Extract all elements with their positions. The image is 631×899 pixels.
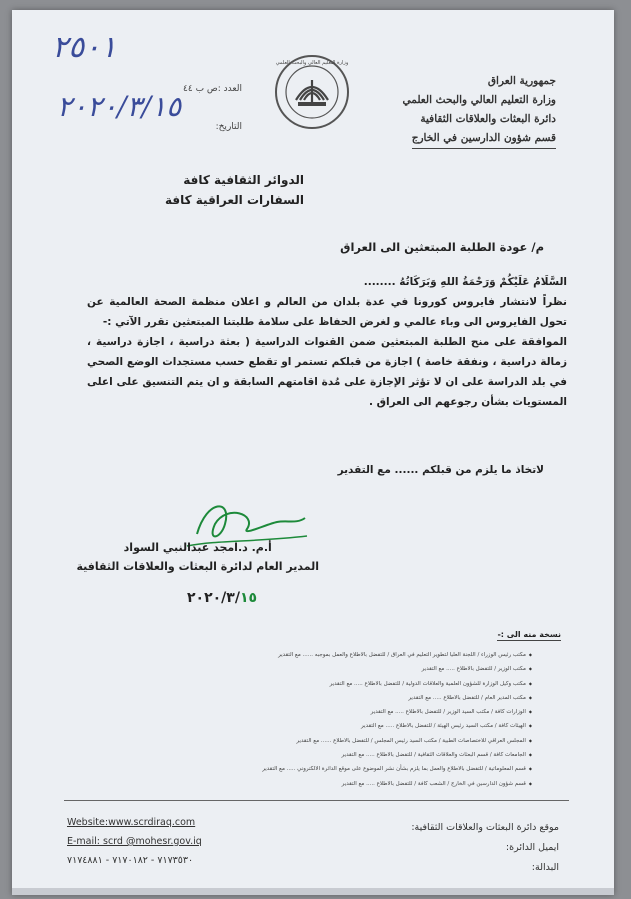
cc-title: نسخة منه الى :- bbox=[497, 630, 561, 639]
cc-item: ◆ الوزارات كافة / مكتب السيد الوزير / للتفضل بالاطلاع ..... مع التقدير bbox=[182, 705, 532, 719]
footer-bar bbox=[12, 888, 614, 895]
phone-label: البدالة: bbox=[531, 862, 559, 873]
number-label: العدد :ص ب ٤٤ bbox=[183, 84, 242, 94]
signatory-name: أ.م. د.امجد عبدالنبي السواد bbox=[123, 541, 272, 554]
cc-item: ◆ الهيئات كافة / مكتب السيد رئيس الهيئة / للتفضل بالاطلاع ..... مع التقدير bbox=[182, 719, 532, 733]
cc-item: ◆ قسم المعلوماتية / للتفضل بالاطلاع والعمل بما يلزم بشأن نشر الموضوع على موقع الدائرة الالكتروني ..... مع التقدير bbox=[182, 762, 532, 776]
addressee-line: السفارات العراقية كافة bbox=[164, 193, 304, 207]
footer-labels bbox=[411, 818, 559, 878]
ministry-line: قسم شؤون الدارسين في الخارج bbox=[412, 129, 556, 149]
addressee bbox=[165, 170, 304, 210]
body-paragraph: نظراً لانتشار فايروس كورونا في عدة بلدان من العالم و اعلان منظمة الصحة العالمية عن تحول الفايروس الى وباء عالمي و لغرض الحفاظ على سلامة طلبتنا المبتعثين تقرر الآتي :- bbox=[87, 296, 567, 328]
cc-item: ◆ الجامعات كافة / قسم البعثات والعلاقات الثقافية / للتفضل بالاطلاع ..... مع التقدير bbox=[182, 748, 532, 762]
ministry-header bbox=[326, 72, 556, 149]
cc-item: ◆ مكتب وكيل الوزارة للشؤون العلمية والعلاقات الدولية / للتفضل بالاطلاع ..... مع التقدير bbox=[182, 677, 532, 691]
signatory-title: المدير العام لدائرة البعثات والعلاقات الثقافية bbox=[76, 560, 319, 573]
addressee-line: الدوائر الثقافية كافة bbox=[183, 173, 304, 187]
handwritten-date: ٢٠٢٠/٣/١٥ bbox=[57, 90, 182, 123]
logo-lettering: وزارة التعليم العالي والبحث العلمي bbox=[275, 60, 349, 66]
footer-contact bbox=[67, 813, 202, 870]
handwritten-reference-number: ٢٥٠١ bbox=[52, 30, 117, 65]
date-label: التاريخ: bbox=[215, 122, 242, 132]
letter-page bbox=[12, 10, 614, 895]
site-label: موقع دائرة البعثات والعلاقات الثقافية: bbox=[411, 822, 559, 833]
email-label: ايميل الدائرة: bbox=[505, 842, 559, 853]
greeting: السَّلَامُ عَلَيْكُمْ وَرَحْمَةُ اللهِ وَبَرَكَاتُهُ ........ bbox=[363, 276, 567, 288]
cc-item: ◆ مكتب رئيس الوزراء / اللجنة العليا لتطوير التعليم في العراق / للتفضل بالاطلاع والعمل بموجبه ...... مع التقدير bbox=[182, 648, 532, 662]
ministry-line: دائرة البعثات والعلاقات الثقافية bbox=[420, 113, 556, 125]
phone-numbers: ٧١٧٣٥٣٠ - ٧١٧٠١٨٢ - ٧١٧٤٨٨١ bbox=[67, 855, 194, 866]
signature-date bbox=[187, 590, 257, 606]
website-link[interactable]: Website:www.scrdiraq.com bbox=[67, 817, 196, 828]
cc-item: ◆ مكتب الوزير / للتفضل بالاطلاع ..... مع التقدير bbox=[182, 662, 532, 676]
footer-divider bbox=[64, 800, 569, 801]
letter-body bbox=[87, 272, 567, 412]
signature-date-prefix: ٢٠٢٠/٣/ bbox=[187, 590, 240, 606]
email-link[interactable]: E-mail: scrd @mohesr.gov.iq bbox=[67, 836, 202, 847]
reference-block bbox=[132, 70, 242, 146]
closing-line: لاتخاذ ما يلزم من قبلكم ...... مع التقدير bbox=[337, 464, 544, 476]
ministry-line: وزارة التعليم العالي والبحث العلمي bbox=[402, 94, 556, 106]
cc-item: ◆ مكتب المدير العام / للتفضل بالاطلاع ..... مع التقدير bbox=[182, 691, 532, 705]
body-paragraph: الموافقة على منح الطلبة المبتعثين ضمن القنوات الدراسية ( بعثة دراسية ، اجازة دراسية ، زمالة دراسية ، ونفقة خاصة ) اجازة من قبلكم تستمر او تقطع حسب مستجدات الوضع الصحي في بلد الدراسة على ان لا تؤثر الإجازة على مُدة اقامتهم السابقة و ان يتم التنسيق على اعلى المستويات بشأن رجوعهم الى العراق . bbox=[87, 336, 567, 408]
subject-line: م/ عودة الطلبة المبتعثين الى العراق bbox=[340, 240, 544, 254]
ministry-line: جمهورية العراق bbox=[487, 75, 556, 87]
signature-date-day: ١٥ bbox=[239, 590, 258, 606]
signatory-block bbox=[76, 538, 319, 576]
cc-item: ◆ المجلس العراقي للاختصاصات الطبية / مكتب السيد رئيس المجلس / للتفضل بالاطلاع ...... مع التقدير bbox=[182, 734, 532, 748]
cc-item: ◆ قسم شؤون الدارسين في الخارج / الشعب كافة / للتفضل بالاطلاع ..... مع التقدير bbox=[182, 777, 532, 791]
cc-list bbox=[182, 648, 532, 791]
